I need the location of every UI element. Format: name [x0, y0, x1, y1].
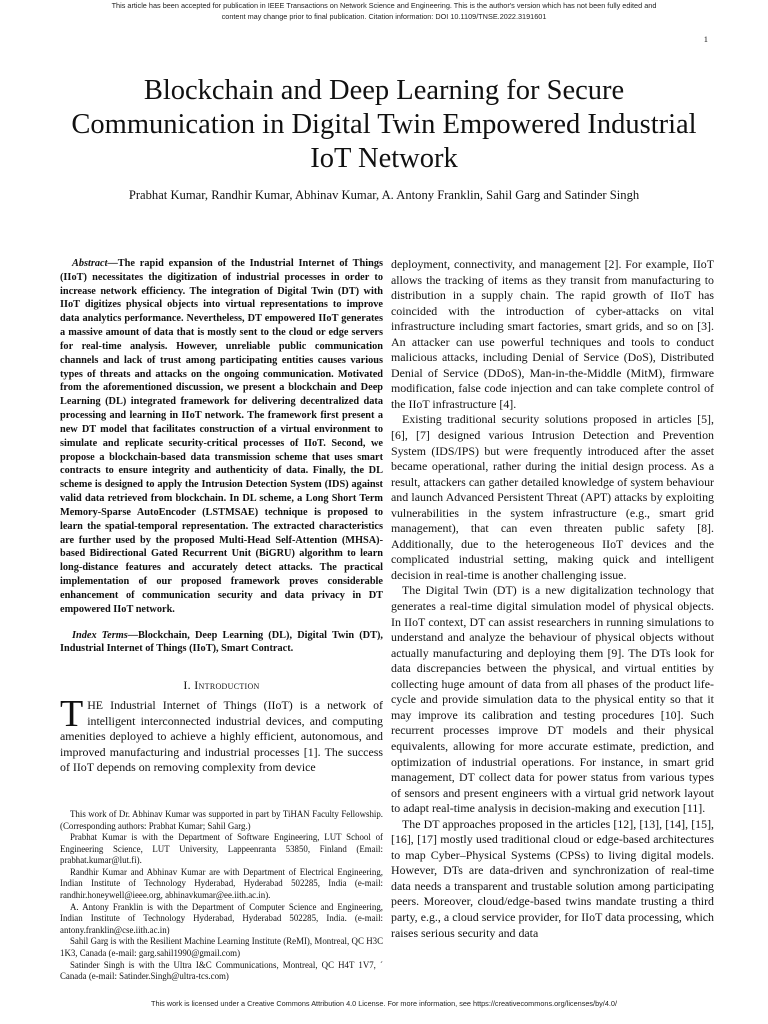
left-column — [60, 257, 383, 983]
footnote: Satinder Singh is with the Ultra I&C Communications, Montreal, QC H4T 1V7, ´ Canada (e-mail: Satinder.Singh@ultra-tcs.com) — [60, 959, 383, 982]
index-terms-paragraph — [60, 629, 383, 657]
abstract-paragraph — [60, 257, 383, 617]
section-heading-introduction — [60, 678, 383, 698]
index-terms-text: —Blockchain, Deep Learning (DL), Digital Twin (DT), Industrial Internet of Things (IIoT), Smart Contract. — [60, 629, 383, 655]
body-paragraph: deployment, connectivity, and management [2]. For example, IIoT allows the tracking of items as they transit from manufacturing to distribution in a supply chain. The rapid growth of IIoT has coincided with the introduction of cyber-attacks on vital infrastructure including smart factories, smart grids, and so on [3]. An attacker can use powerful techniques and tools to conduct malicious attacks, including Denial of Service (DoS), Distributed Denial of Service (DDoS), Man-in-the-Middle (MitM), firmware modification, false code injection and can take complete control of the IIoT infrastructure [4]. — [391, 257, 714, 411]
footnote: A. Antony Franklin is with the Department of Computer Science and Engineering, Indian Institute of Technology Hyderabad, Hyderabad 502285, India. (e-mail: antony.franklin@cse.iith.ac.in) — [60, 901, 383, 935]
body-paragraph: Existing traditional security solutions proposed in articles [5], [6], [7] designed various Intrusion Detection and Prevention System (IDS/IPS) but were frequently introduced after the asset became operational, rather during the initial design process. As a result, attackers can gather detailed knowledge of system behaviour and launch Advanced Persistent Threat (APT) attacks by exploiting vulnerabilities in the system infrastructure (e.g., smart grid management), that can even threaten public safety [8]. Additionally, due to the heterogeneous IIoT devices and the complicated industrial setting, making quick and intelligent decision in real-time is another challenging issue. — [391, 412, 714, 582]
author-list: Prabhat Kumar, Randhir Kumar, Abhinav Kumar, A. Antony Franklin, Sahil Garg and Satinder Singh — [128, 188, 640, 202]
intro-text — [60, 693, 383, 776]
right-column — [391, 257, 714, 941]
publication-banner — [40, 0, 728, 22]
section-title: Introduction — [194, 678, 260, 693]
paper-title: Blockchain and Deep Learning for Secure Communication in Digital Twin Empowered Industrial IoT Network — [71, 75, 697, 174]
footnote: This work of Dr. Abhinav Kumar was supported in part by TiHAN Faculty Fellowship. (Corresponding authors: Prabhat Kumar; Sahil Garg.) — [60, 808, 383, 831]
intro-first-paragraph — [60, 693, 383, 776]
drop-cap: T — [60, 693, 84, 736]
body-paragraph: The Digital Twin (DT) is a new digitalization technology that generates a real-time digital simulation model of physical objects. In IIoT context, DT can assist researchers in running simulations to understand and analyze the behaviour of physical objects without actually manufacturing and deploying them [9]. The DTs look for data discrepancies between the physical, and virtual entities by collecting huge amount of data from all phases of the product life-cycle and provide simulation data to the physical entity so that it may improve its calibration and testing procedures [10]. Such recurrent processes improve DT models and their physical equivalents, allowing for more accurate estimate, prediction, and optimization of industrial operations. For instance, in smart grid management, DT collect data for power status from various types of sensors and present engineers with a virtual grid network layout to adapt real-time analysis in decision-making and execution [11]. — [391, 583, 714, 816]
author-footnotes — [60, 809, 383, 983]
page-number: 1 — [703, 34, 708, 44]
body-paragraph: The DT approaches proposed in the articles [12], [13], [14], [15], [16], [17] mostly used traditional cloud or edge-based architectures to map Cyber–Physical Systems (CPSs) to living digital models. However, DTs are data-driven and synchronization of real-time data needs a transparent and trustable solution among participating peers. Moreover, cloud/edge-based twins mandate trusting a third party, e.g., a cloud service provider, for IIoT data processing, which raises serious security and data — [391, 816, 714, 940]
banner-line-1: This article has been accepted for publication in IEEE Transactions on Network Science and Engineering. This is the author's version which has not been fully edited and — [111, 1, 657, 10]
abstract-label: Abstract — [72, 258, 108, 269]
footnote: Randhir Kumar and Abhinav Kumar are with Department of Electrical Engineering, Indian Institute of Technology Hyderabad, Hyderabad 502285, India (e-mail: randhir.honeywell@ieee.org, abhinavkumar@ee.iith.ac.in). — [60, 866, 383, 901]
abstract-text: —The rapid expansion of the Industrial Internet of Things (IIoT) necessitates the digitization of industrial processes in order to increase network efficiency. The integration of Digital Twin (DT) with IIoT digitizes physical objects into virtual representations to improve data analytics performance. Nevertheless, DT empowered IIoT generates a massive amount of data that is mostly sent to the cloud or edge servers for real-time analysis. However, unreliable public communication channels and lack of trust among participating entities causes various types of threats and attacks on the ongoing communication. Motivated from the aforementioned discussion, we present a blockchain and Deep Learning (DL) integrated framework for delivering decentralized data processing and learning in IIoT network. The framework first present a new DT model that facilitates construction of a virtual environment to simulate and replicate security-critical processes of IIoT. Second, we propose a blockchain-based data transmission scheme that uses smart contracts to ensure integrity and authenticity of data. Finally, the DL scheme is designed to apply the Intrusion Detection System (IDS) against valid data retrieved from blockchain. In DL scheme, a Long Short Term Memory-Sparse AutoEncoder (LSTMSAE) technique is proposed to learn the spatial-temporal representation. The extracted characteristics are further used by the proposed Multi-Head Self-Attention (MHSA)-based Bidirectional Gated Recurrent Unit (BiGRU) algorithm to learn long-distance features and accurately detect attacks. The practical implementation of our proposed framework proves considerable enhancement of communication security and data privacy in DT empowered IIoT network. — [60, 258, 383, 615]
index-terms-label: Index Terms — [72, 629, 128, 641]
footnote: Prabhat Kumar is with the Department of Software Engineering, LUT School of Engineering Science, LUT University, Lappeenranta 53850, Finland (Email: prabhat.kumar@lut.fi). — [60, 832, 383, 866]
intro-first-text: HE Industrial Internet of Things (IIoT) is a network of intelligent interconnected industrial devices, and computing amenities deployed to achieve a highly efficient, autonomous, and improved manufacturing and industrial processes [1]. The success of IIoT depends on removing complexity from device — [60, 698, 383, 775]
footnote: Sahil Garg is with the Resilient Machine Learning Institute (ReMI), Montreal, QC H3C 1K3, Canada (e-mail: garg.sahil1990@gmail.com) — [60, 936, 383, 959]
license-footer: This work is licensed under a Creative Commons Attribution 4.0 License. For more information, see https://creativecommons.org/licenses/by/4.0/ — [151, 999, 617, 1008]
banner-line-2: content may change prior to final publication. Citation information: DOI 10.1109/TNSE.2022.3191601 — [221, 12, 547, 21]
section-number: I. — [183, 678, 195, 693]
abstract-block — [60, 257, 383, 656]
